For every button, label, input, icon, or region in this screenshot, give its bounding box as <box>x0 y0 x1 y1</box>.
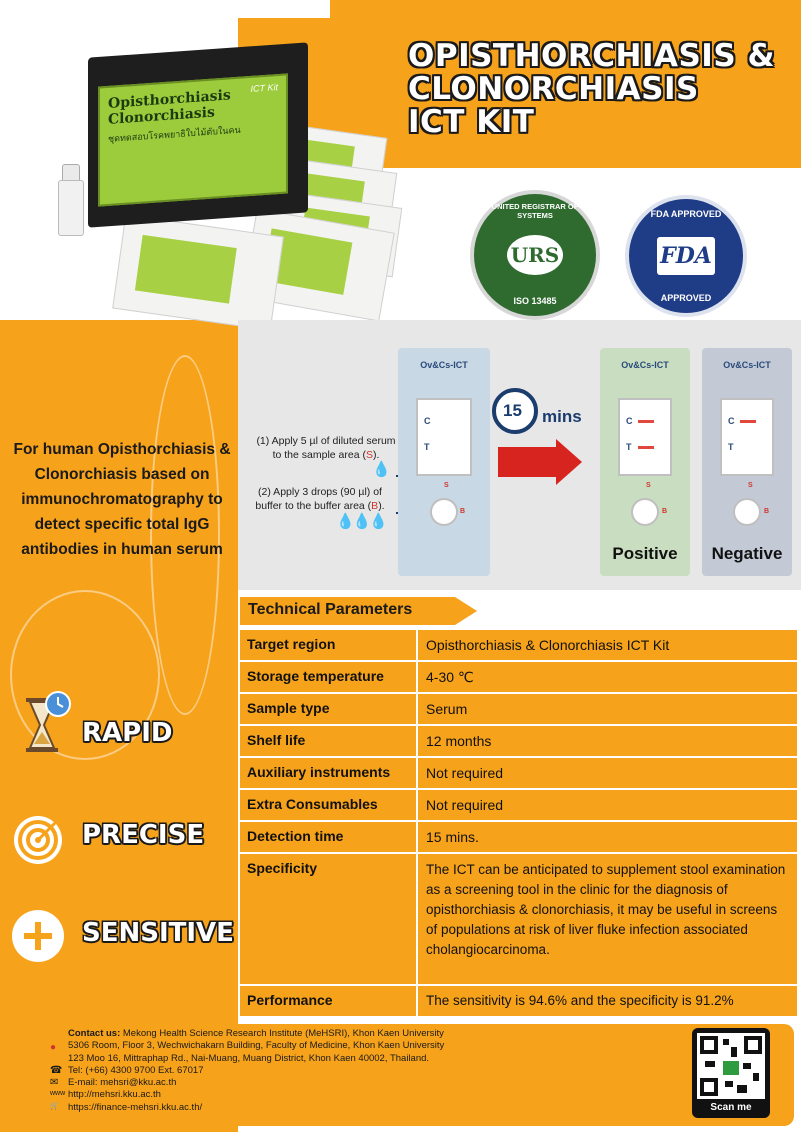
param-value: 4-30 ℃ <box>418 662 797 692</box>
contact-email[interactable]: E-mail: mehsri@kku.ac.th <box>68 1077 177 1089</box>
header-top-strip <box>330 0 801 18</box>
kit-description: For human Opisthorchiasis & Clonorchiasis based on immunochromatography to detect specific total IgG antibodies in human serum <box>13 441 231 558</box>
result-window <box>618 398 672 476</box>
table-row <box>240 630 797 660</box>
tech-params-table <box>240 630 797 1018</box>
result-window <box>416 398 471 476</box>
param-value: 15 mins. <box>418 822 797 852</box>
param-value: 12 months <box>418 726 797 756</box>
urs-iso-badge <box>470 190 600 320</box>
positive-label: Positive <box>612 544 678 563</box>
result-window <box>720 398 774 476</box>
feature-sensitive: SENSITIVE <box>82 918 234 948</box>
feature-precise: PRECISE <box>82 820 205 850</box>
param-value: The ICT can be anticipated to supplement stool examination as a screening tool in the clinic for the diagnosis of opisthorchiasis & clonorchiasis, it may be useful in screens of populations at risk of liver fluke infection associated cholangiocarcinoma. <box>418 854 797 984</box>
web-icon: www <box>50 1090 66 1097</box>
table-row <box>240 854 797 984</box>
kit-box-label <box>98 73 288 206</box>
table-row <box>240 790 797 820</box>
single-drop-icon: 💧 <box>372 461 391 478</box>
tech-params-header-arrow <box>455 597 477 625</box>
buffer-well <box>733 498 761 526</box>
step-1-text: (1) Apply 5 µl of diluted serum to the sample area (S). <box>256 435 396 461</box>
timer-unit: mins <box>542 407 582 426</box>
urs-logo: URS <box>504 232 566 278</box>
table-row <box>240 726 797 756</box>
param-key: Extra Consumables <box>240 790 416 820</box>
plus-icon <box>12 910 64 962</box>
param-key: Auxiliary instruments <box>240 758 416 788</box>
product-photo <box>48 30 408 320</box>
kit-box-subtitle: ชุดทดสอบโรคพยาธิใบไม้ตับในคน <box>108 124 241 144</box>
table-row <box>240 694 797 724</box>
table-row <box>240 662 797 692</box>
three-drops-icon: 💧💧💧 <box>336 513 387 530</box>
red-arrow <box>498 447 558 477</box>
contact-shop-link[interactable]: https://finance-mehsri.kku.ac.th/ <box>68 1101 203 1113</box>
red-arrow-head-icon <box>556 439 582 485</box>
contact-label: Contact us: <box>68 1028 121 1039</box>
title-line-3: ICT KIT <box>408 104 535 140</box>
param-key: Specificity <box>240 854 416 984</box>
contact-phone: Tel: (+66) 4300 9700 Ext. 67017 <box>68 1064 204 1076</box>
fda-approved-badge <box>625 195 747 317</box>
param-value: Serum <box>418 694 797 724</box>
page-title <box>408 40 788 139</box>
control-line <box>638 420 654 423</box>
contact-website-link[interactable]: http://mehsri.kku.ac.th <box>68 1089 161 1101</box>
fda-ring-bottom-text: APPROVED <box>660 293 712 303</box>
target-icon <box>12 810 68 866</box>
title-line-1: OPISTHORCHIASIS & <box>408 38 775 74</box>
qr-code[interactable] <box>692 1028 770 1118</box>
buffer-well <box>631 498 659 526</box>
param-key: Shelf life <box>240 726 416 756</box>
table-row <box>240 822 797 852</box>
shop-icon: 🛒 <box>50 1103 59 1110</box>
fda-logo: FDA <box>657 237 715 275</box>
param-value: Opisthorchiasis & Clonorchiasis ICT Kit <box>418 630 797 660</box>
feature-rapid: RAPID <box>82 718 173 748</box>
email-icon: ✉ <box>50 1077 59 1088</box>
tech-params-title: Technical Parameters <box>248 601 413 618</box>
contact-org: Mekong Health Science Research Institute (MeHSRI), Khon Kaen University <box>122 1028 444 1039</box>
timer-number: 15 <box>503 401 522 420</box>
param-key: Performance <box>240 986 416 1016</box>
table-row <box>240 758 797 788</box>
param-key: Sample type <box>240 694 416 724</box>
qr-code-icon <box>697 1033 765 1099</box>
buffer-well <box>430 498 458 526</box>
param-key: Target region <box>240 630 416 660</box>
table-row <box>240 986 797 1016</box>
hourglass-clock-icon <box>20 690 72 756</box>
param-key: Detection time <box>240 822 416 852</box>
test-line <box>638 446 654 449</box>
scan-me-label: Scan me <box>710 1102 752 1113</box>
param-value: Not required <box>418 790 797 820</box>
contact-address-2: 123 Moo 16, Mittraphap Rd., Nai-Muang, Muang District, Khon Kaen 40002, Thailand. <box>68 1052 430 1064</box>
kit-box-ict-text: ICT Kit <box>250 82 278 94</box>
param-value: Not required <box>418 758 797 788</box>
phone-icon: ☎ <box>50 1065 63 1076</box>
title-line-2: CLONORCHIASIS <box>408 71 699 107</box>
contact-address-1: 5306 Room, Floor 3, Wechwichakarn Building, Faculty of Medicine, Khon Kaen University <box>68 1040 445 1052</box>
param-value: The sensitivity is 94.6% and the specificity is 91.2% <box>418 986 797 1016</box>
location-pin-icon: ● <box>50 1042 57 1053</box>
urs-ring-text: UNITED REGISTRAR OF SYSTEMS <box>491 202 579 220</box>
control-line <box>740 420 756 423</box>
iso-13485-text: ISO 13485 <box>513 296 557 306</box>
negative-result-cassette: Ov&Cs-ICT C T S B Negative <box>702 348 792 576</box>
contact-block <box>68 1028 444 1114</box>
fda-ring-text: FDA APPROVED <box>650 209 722 219</box>
negative-label: Negative <box>711 544 783 563</box>
buffer-bottle <box>58 180 84 236</box>
test-cassette-application: Ov&Cs-ICT C T S B <box>398 348 490 576</box>
kit-box-title: Opisthorchiasis Clonorchiasis <box>108 87 231 128</box>
step-2-text: (2) Apply 3 drops (90 µl) of buffer to the buffer area (B). <box>255 486 385 512</box>
param-key: Storage temperature <box>240 662 416 692</box>
positive-result-cassette: Ov&Cs-ICT C T S B Positive <box>600 348 690 576</box>
